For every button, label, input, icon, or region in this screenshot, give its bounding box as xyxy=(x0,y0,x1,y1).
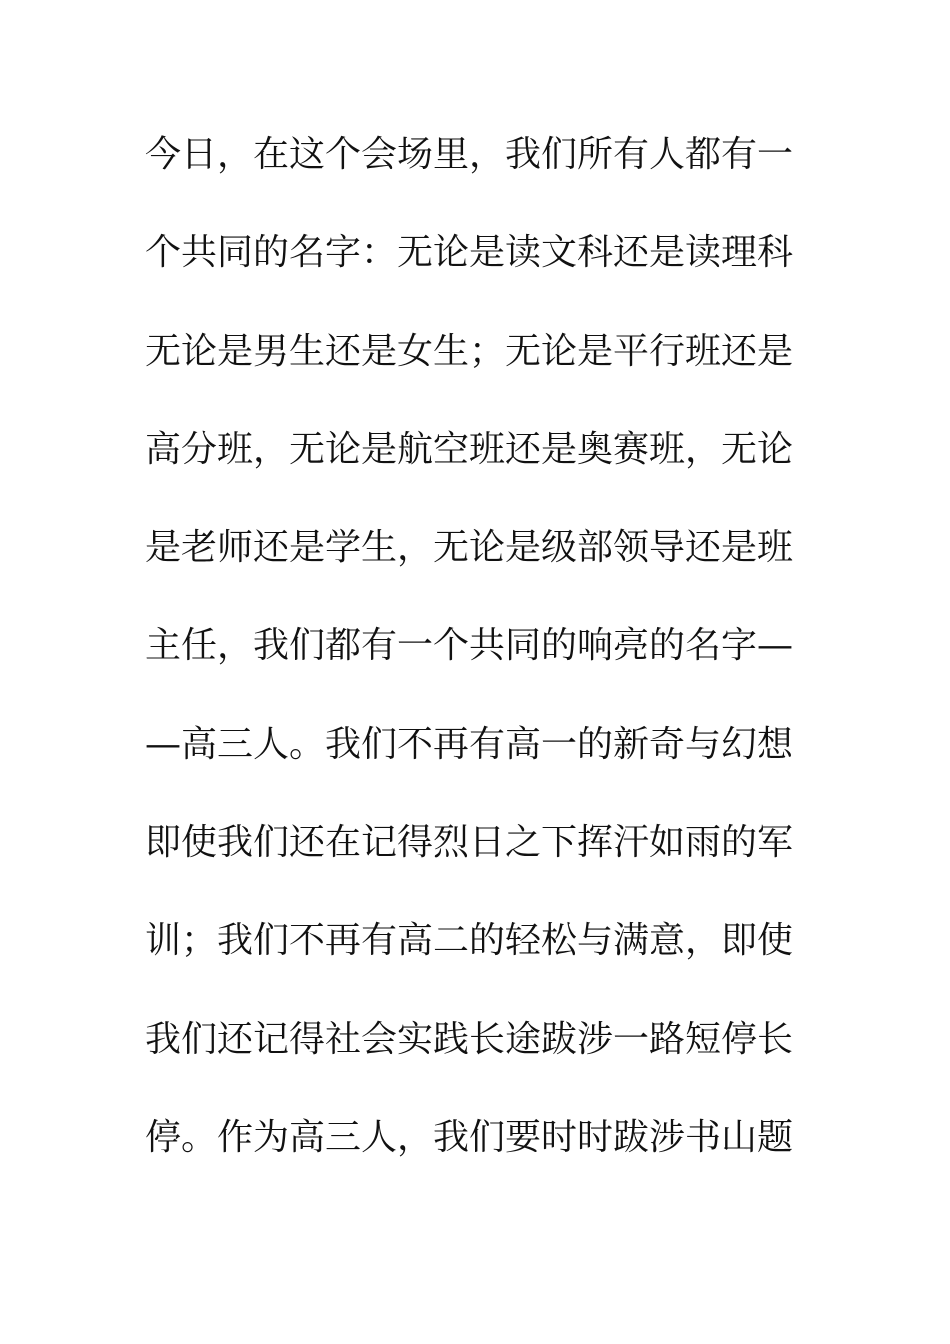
text-line: —高三人。我们不再有高一的新奇与幻想 xyxy=(145,723,794,765)
text-line: 个共同的名字：无论是读文科还是读理科 xyxy=(145,232,794,274)
text-line: 停。作为高三人，我们要时时跋涉书山题 xyxy=(145,1116,794,1158)
text-line: 主任，我们都有一个共同的响亮的名字— xyxy=(145,625,794,667)
text-line: 高分班，无论是航空班还是奥赛班，无论 xyxy=(145,428,794,470)
text-line: 今日，在这个会场里，我们所有人都有一 xyxy=(145,134,794,175)
text-line: 训；我们不再有高二的轻松与满意，即使 xyxy=(145,920,794,962)
text-line: 无论是男生还是女生；无论是平行班还是 xyxy=(145,330,794,372)
text-line: 即使我们还在记得烈日之下挥汗如雨的军 xyxy=(145,822,794,864)
text-line: 我们还记得社会实践长途跋涉一路短停长 xyxy=(145,1018,794,1060)
body-paragraph xyxy=(145,128,810,1209)
text-line: 是老师还是学生，无论是级部领导还是班 xyxy=(145,527,794,569)
